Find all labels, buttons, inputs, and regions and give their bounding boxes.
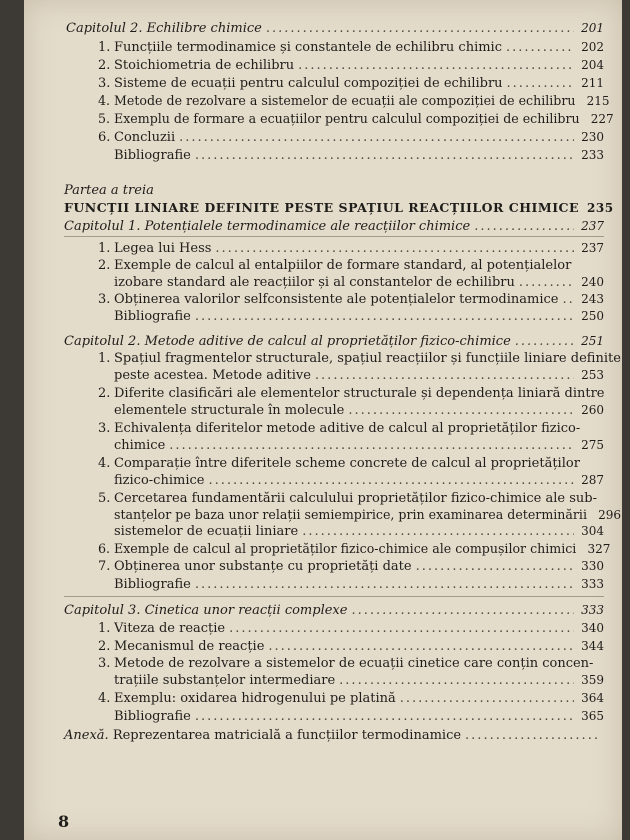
toc-entry-line: 5. Cercetarea fundamentării calculului proprietăților fizico-chimice ale sub- bbox=[98, 491, 597, 506]
toc-entry: 5. Exemplu de formare a ecuațiilor pentru calculul compoziției de echilibru 227 bbox=[98, 111, 614, 126]
chapter-3-heading: Capitolul 3. Cinetica unor reacții complexe ..... 333 bbox=[64, 602, 604, 619]
toc-entry-line: 2. Diferite clasificări ale elementelor structurale și dependența liniară dintre bbox=[98, 386, 605, 401]
part-label: Partea a treia bbox=[64, 183, 154, 198]
toc-entry: 6. Exemple de calcul al proprietăților fizico-chimice ale compușilor chimici 327 bbox=[98, 541, 611, 556]
divider bbox=[64, 236, 604, 237]
chapter-1-heading: Capitolul 1. Potențialele termodinamice ale reacțiilor chimice ..... 237 bbox=[64, 218, 604, 235]
chapter-2-heading: Capitolul 2. Metode aditive de calcul al proprietăților fizico-chimice ..... 251 bbox=[64, 333, 604, 350]
toc-entry: 2. Mecanismul de reacție ..... 344 bbox=[98, 638, 604, 655]
toc-entry: Bibliografie ..... 365 bbox=[114, 708, 604, 725]
toc-entry-line: 3. Echivalența diferitelor metode aditive de calcul al proprietăților fizico- bbox=[98, 421, 581, 436]
toc-entry: 4. Metode de rezolvare a sistemelor de ecuații ale compoziției de echilibru 215 bbox=[98, 93, 610, 108]
toc-entry-cont: fizico-chimice ..... 287 bbox=[114, 472, 604, 489]
toc-entry: 3. Sisteme de ecuații pentru calculul compoziției de echilibru ..... 211 bbox=[98, 75, 604, 92]
toc-entry: 1. Funcțiile termodinamice și constantele de echilibru chimic ..... 202 bbox=[98, 39, 604, 56]
book-page bbox=[24, 0, 622, 840]
toc-entry-line: 1. Spațiul fragmentelor structurale, spațiul reacțiilor și funcțiile liniare definite bbox=[98, 351, 621, 366]
toc-entry-line: 4. Comparație între diferitele scheme concrete de calcul al proprietăților bbox=[98, 456, 580, 471]
toc-entry-cont: stanțelor pe baza unor relații semiempirice, prin examinarea determinării 296 bbox=[114, 507, 621, 522]
toc-entry-cont: trațiile substanțelor intermediare ..... 359 bbox=[114, 672, 604, 689]
toc-entry-cont: elementele structurale în molecule ..... 260 bbox=[114, 402, 604, 419]
toc-entry-line: 2. Exemple de calcul al entalpiilor de formare standard, al potențialelor bbox=[98, 258, 572, 273]
page-number: 8 bbox=[58, 812, 70, 831]
toc-entry: 1. Legea lui Hess ..... 237 bbox=[98, 240, 604, 257]
annex-entry: Anexă. Reprezentarea matricială a funcțiilor termodinamice ..... bbox=[64, 728, 604, 744]
chapter-2a-heading: Capitolul 2. Echilibre chimice ..... 201 bbox=[66, 20, 604, 37]
toc-entry-cont: chimice ..... 275 bbox=[114, 437, 604, 454]
toc-entry-line: 3. Metode de rezolvare a sistemelor de ecuații cinetice care conțin concen- bbox=[98, 656, 594, 671]
toc-entry: Bibliografie ..... 233 bbox=[98, 147, 604, 164]
toc-entry: Bibliografie ..... 333 bbox=[114, 576, 604, 593]
toc-entry: Bibliografie ..... 250 bbox=[114, 308, 604, 325]
toc-entry-cont: peste acestea. Metode aditive ..... 253 bbox=[114, 367, 604, 384]
toc-entry: 6. Concluzii ..... 230 bbox=[98, 129, 604, 146]
toc-entry: 1. Viteza de reacție ..... 340 bbox=[98, 620, 604, 637]
toc-entry: 4. Exemplu: oxidarea hidrogenului pe platină ..... 364 bbox=[98, 690, 604, 707]
toc-entry-cont: sistemelor de ecuații liniare ..... 304 bbox=[114, 523, 604, 540]
toc-entry: 3. Obținerea valorilor selfconsistente ale potențialelor termodinamice ..... 243 bbox=[98, 291, 604, 308]
part-title: FUNCȚII LINIARE DEFINITE PESTE SPAȚIUL REACȚIILOR CHIMICE 235 bbox=[64, 200, 614, 215]
toc-entry-cont: izobare standard ale reacțiilor și al constantelor de echilibru ..... 240 bbox=[114, 274, 604, 291]
divider bbox=[64, 596, 604, 597]
toc-entry: 2. Stoichiometria de echilibru ..... 204 bbox=[98, 57, 604, 74]
toc-entry: 7. Obținerea unor substanțe cu proprietăți date ..... 330 bbox=[98, 558, 604, 575]
